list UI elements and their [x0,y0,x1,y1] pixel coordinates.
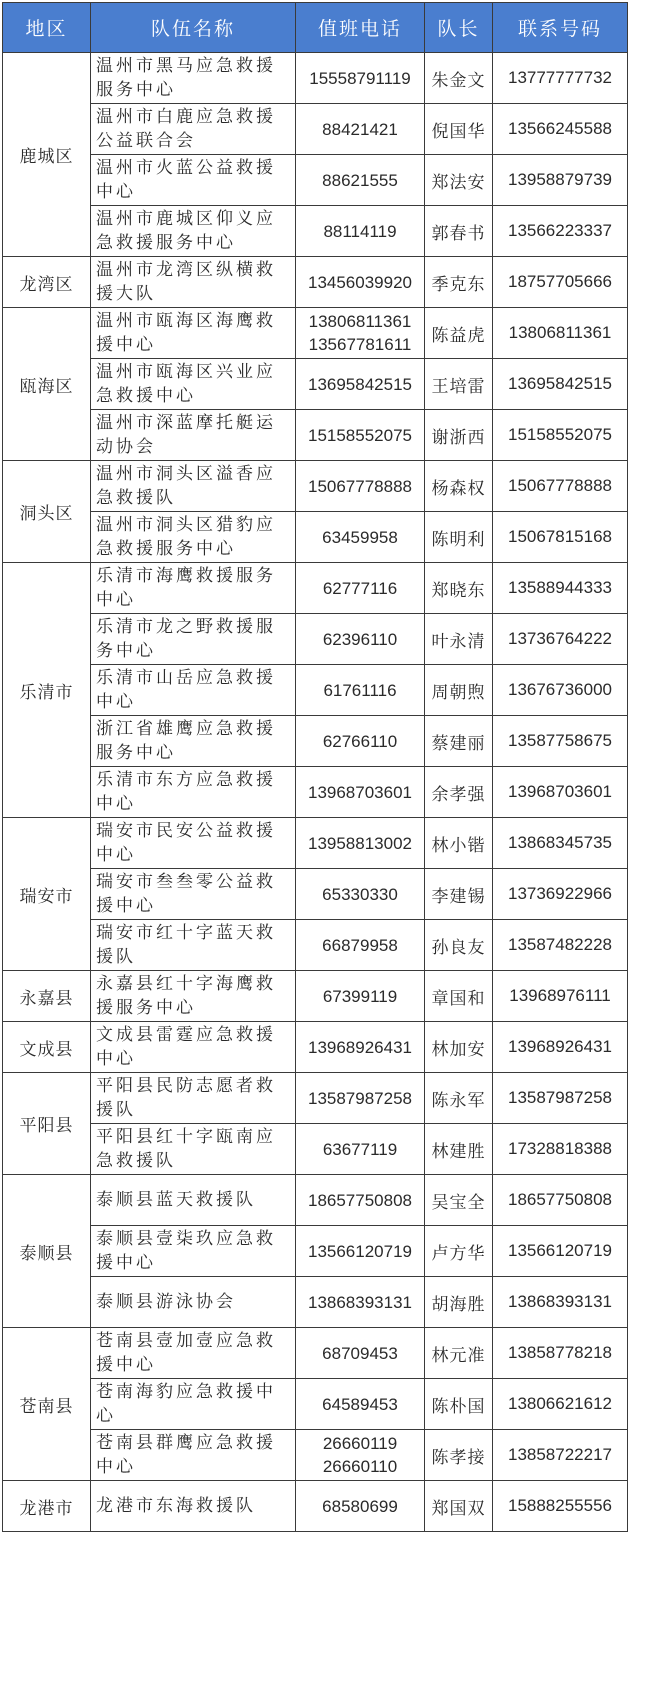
team-name-cell: 龙港市东海救援队 [91,1481,296,1532]
leader-cell: 孙良友 [425,920,493,971]
duty-phone-number: 13968703601 [307,782,412,802]
contact-number-cell: 13587758675 [493,716,628,767]
duty-phone-cell [296,359,425,410]
team-name-cell: 乐清市山岳应急救援中心 [91,665,296,716]
team-name-cell: 苍南海豹应急救援中心 [91,1379,296,1430]
contact-number-cell: 13968703601 [493,767,628,818]
table-row [3,1328,628,1379]
duty-phone-number: 88421421 [322,119,398,139]
duty-phone-number: 26660110 [322,1457,398,1476]
table-body [3,53,628,1532]
contact-number-cell: 17328818388 [493,1124,628,1175]
leader-cell: 陈益虎 [425,308,493,359]
table-row [3,971,628,1022]
duty-phone-cell [296,410,425,461]
duty-phone-cell [296,257,425,308]
contact-number-cell: 13868345735 [493,818,628,869]
table-row [3,869,628,920]
duty-phone-cell [296,512,425,563]
duty-phone-number: 67399119 [322,986,398,1006]
region-cell: 平阳县 [3,1073,91,1175]
contact-number-cell: 13588944333 [493,563,628,614]
duty-phone-number: 62396110 [322,629,398,649]
contact-number-cell: 15888255556 [493,1481,628,1532]
contact-number-cell: 15067778888 [493,461,628,512]
leader-cell: 林加安 [425,1022,493,1073]
duty-phone-number: 15158552075 [307,425,412,445]
duty-phone-cell [296,614,425,665]
contact-number-cell: 13806811361 [493,308,628,359]
table-row [3,1124,628,1175]
table-row [3,920,628,971]
contact-number-cell: 18657750808 [493,1175,628,1226]
table-row [3,716,628,767]
leader-cell: 季克东 [425,257,493,308]
leader-cell: 王培雷 [425,359,493,410]
leader-cell: 郑晓东 [425,563,493,614]
table-row [3,665,628,716]
duty-phone-number: 65330330 [322,884,398,904]
contact-number-cell: 15067815168 [493,512,628,563]
contact-number-cell: 13868393131 [493,1277,628,1328]
contact-number-cell: 13958879739 [493,155,628,206]
team-name-cell: 乐清市东方应急救援中心 [91,767,296,818]
table-row [3,206,628,257]
duty-phone-number: 13566120719 [307,1241,412,1261]
table-row [3,563,628,614]
contact-number-cell: 13566223337 [493,206,628,257]
region-cell: 泰顺县 [3,1175,91,1328]
contact-number-cell: 13858722217 [493,1430,628,1481]
team-name-cell: 温州市瓯海区兴业应急救援中心 [91,359,296,410]
table-row [3,308,628,359]
leader-cell: 余孝强 [425,767,493,818]
leader-cell: 郑法安 [425,155,493,206]
team-name-cell: 苍南县群鹰应急救援中心 [91,1430,296,1481]
table-row [3,1277,628,1328]
table-row [3,1022,628,1073]
leader-cell: 陈明利 [425,512,493,563]
region-cell: 瑞安市 [3,818,91,971]
contact-number-cell: 13968926431 [493,1022,628,1073]
duty-phone-number: 15558791119 [309,68,411,88]
table-row [3,614,628,665]
contact-number-cell: 13566245588 [493,104,628,155]
duty-phone-number: 88114119 [323,221,397,241]
leader-cell: 卢方华 [425,1226,493,1277]
duty-phone-cell [296,818,425,869]
table-row [3,53,628,104]
header-leader: 队长 [425,3,493,53]
team-name-cell: 泰顺县壹柒玖应急救援中心 [91,1226,296,1277]
team-name-cell: 瑞安市叁叁零公益救援中心 [91,869,296,920]
team-name-cell: 温州市瓯海区海鹰救援中心 [91,308,296,359]
team-name-cell: 温州市深蓝摩托艇运动协会 [91,410,296,461]
region-cell: 洞头区 [3,461,91,563]
leader-cell: 林建胜 [425,1124,493,1175]
contact-number-cell: 13736922966 [493,869,628,920]
contact-number-cell: 13858778218 [493,1328,628,1379]
table-row [3,359,628,410]
contact-number-cell: 13736764222 [493,614,628,665]
leader-cell: 李建锡 [425,869,493,920]
leader-cell: 倪国华 [425,104,493,155]
team-name-cell: 泰顺县蓝天救援队 [91,1175,296,1226]
duty-phone-number: 13695842515 [307,374,412,394]
team-name-cell: 温州市黑马应急救援服务中心 [91,53,296,104]
duty-phone-cell [296,665,425,716]
duty-phone-cell [296,869,425,920]
team-name-cell: 温州市白鹿应急救援公益联合会 [91,104,296,155]
leader-cell: 周朝煦 [425,665,493,716]
duty-phone-number: 62777116 [322,578,398,598]
duty-phone-cell [296,767,425,818]
duty-phone-cell [296,1073,425,1124]
duty-phone-number: 26660119 [322,1434,398,1453]
contact-number-cell: 13587987258 [493,1073,628,1124]
leader-cell: 叶永清 [425,614,493,665]
contact-number-cell: 13695842515 [493,359,628,410]
duty-phone-number: 13806811361 [308,312,412,331]
duty-phone-cell [296,1328,425,1379]
duty-phone-number: 15067778888 [307,476,412,496]
duty-phone-cell [296,971,425,1022]
leader-cell: 杨森权 [425,461,493,512]
table-header [3,3,628,53]
region-cell: 文成县 [3,1022,91,1073]
duty-phone-number: 63677119 [322,1139,398,1159]
team-name-cell: 温州市火蓝公益救援中心 [91,155,296,206]
duty-phone-cell [296,1175,425,1226]
contact-number-cell: 13806621612 [493,1379,628,1430]
contact-number-cell: 18757705666 [493,257,628,308]
team-name-cell: 永嘉县红十字海鹰救援服务中心 [91,971,296,1022]
team-name-cell: 温州市龙湾区纵横救援大队 [91,257,296,308]
region-cell: 苍南县 [3,1328,91,1481]
region-cell: 乐清市 [3,563,91,818]
team-name-cell: 温州市洞头区溢香应急救援队 [91,461,296,512]
table-row [3,104,628,155]
duty-phone-number: 13567781611 [308,335,412,354]
leader-cell: 林小锴 [425,818,493,869]
leader-cell: 郑国双 [425,1481,493,1532]
contact-number-cell: 13587482228 [493,920,628,971]
contact-number-cell: 13676736000 [493,665,628,716]
table-row [3,1430,628,1481]
region-cell: 龙湾区 [3,257,91,308]
duty-phone-cell [296,53,425,104]
duty-phone-number: 18657750808 [307,1190,412,1210]
duty-phone-cell [296,1022,425,1073]
duty-phone-number: 68709453 [322,1343,398,1363]
leader-cell: 郭春书 [425,206,493,257]
region-cell: 龙港市 [3,1481,91,1532]
team-name-cell: 平阳县红十字瓯南应急救援队 [91,1124,296,1175]
table-row [3,1175,628,1226]
leader-cell: 胡海胜 [425,1277,493,1328]
contact-number-cell: 13777777732 [493,53,628,104]
leader-cell: 朱金文 [425,53,493,104]
duty-phone-cell [296,1124,425,1175]
table-row [3,512,628,563]
header-team-name: 队伍名称 [91,3,296,53]
rescue-team-table [2,2,628,1532]
duty-phone-cell [296,1226,425,1277]
duty-phone-number: 66879958 [322,935,398,955]
team-name-cell: 乐清市海鹰救援服务中心 [91,563,296,614]
duty-phone-number: 13958813002 [307,833,412,853]
team-name-cell: 温州市洞头区猎豹应急救援服务中心 [91,512,296,563]
table-row [3,461,628,512]
header-duty-phone: 值班电话 [296,3,425,53]
duty-phone-cell [296,1379,425,1430]
duty-phone-number: 13456039920 [307,272,412,292]
duty-phone-number: 61761116 [323,680,397,700]
duty-phone-number: 13968926431 [307,1037,412,1057]
table-row [3,818,628,869]
duty-phone-number: 13587987258 [307,1088,412,1108]
region-cell: 永嘉县 [3,971,91,1022]
duty-phone-number: 62766110 [322,731,398,751]
duty-phone-cell [296,1481,425,1532]
table-row [3,1073,628,1124]
duty-phone-number: 13868393131 [307,1292,412,1312]
duty-phone-cell [296,920,425,971]
leader-cell: 陈永军 [425,1073,493,1124]
contact-number-cell: 13968976111 [493,971,628,1022]
leader-cell: 谢浙西 [425,410,493,461]
header-contact-number: 联系号码 [493,3,628,53]
table-row [3,1226,628,1277]
contact-number-cell: 13566120719 [493,1226,628,1277]
team-name-cell: 泰顺县游泳协会 [91,1277,296,1328]
region-cell: 瓯海区 [3,308,91,461]
table-row [3,257,628,308]
leader-cell: 章国和 [425,971,493,1022]
leader-cell: 陈朴国 [425,1379,493,1430]
table-row [3,410,628,461]
duty-phone-number: 63459958 [322,527,398,547]
header-region: 地区 [3,3,91,53]
table-row [3,155,628,206]
team-name-cell: 瑞安市红十字蓝天救援队 [91,920,296,971]
duty-phone-cell [296,308,425,359]
team-name-cell: 乐清市龙之野救援服务中心 [91,614,296,665]
leader-cell: 陈孝接 [425,1430,493,1481]
table-row [3,1481,628,1532]
duty-phone-cell [296,1277,425,1328]
team-name-cell: 平阳县民防志愿者救援队 [91,1073,296,1124]
duty-phone-number: 68580699 [322,1496,398,1516]
duty-phone-cell [296,104,425,155]
duty-phone-cell [296,155,425,206]
team-name-cell: 文成县雷霆应急救援中心 [91,1022,296,1073]
team-name-cell: 温州市鹿城区仰义应急救援服务中心 [91,206,296,257]
duty-phone-cell [296,716,425,767]
leader-cell: 吴宝全 [425,1175,493,1226]
contact-number-cell: 15158552075 [493,410,628,461]
team-name-cell: 苍南县壹加壹应急救援中心 [91,1328,296,1379]
duty-phone-number: 64589453 [322,1394,398,1414]
team-name-cell: 浙江省雄鹰应急救援服务中心 [91,716,296,767]
duty-phone-cell [296,1430,425,1481]
table-row [3,767,628,818]
duty-phone-number: 88621555 [322,170,398,190]
region-cell: 鹿城区 [3,53,91,257]
header-row [3,3,628,53]
leader-cell: 蔡建丽 [425,716,493,767]
team-name-cell: 瑞安市民安公益救援中心 [91,818,296,869]
duty-phone-cell [296,461,425,512]
duty-phone-cell [296,563,425,614]
leader-cell: 林元准 [425,1328,493,1379]
duty-phone-cell [296,206,425,257]
table-row [3,1379,628,1430]
